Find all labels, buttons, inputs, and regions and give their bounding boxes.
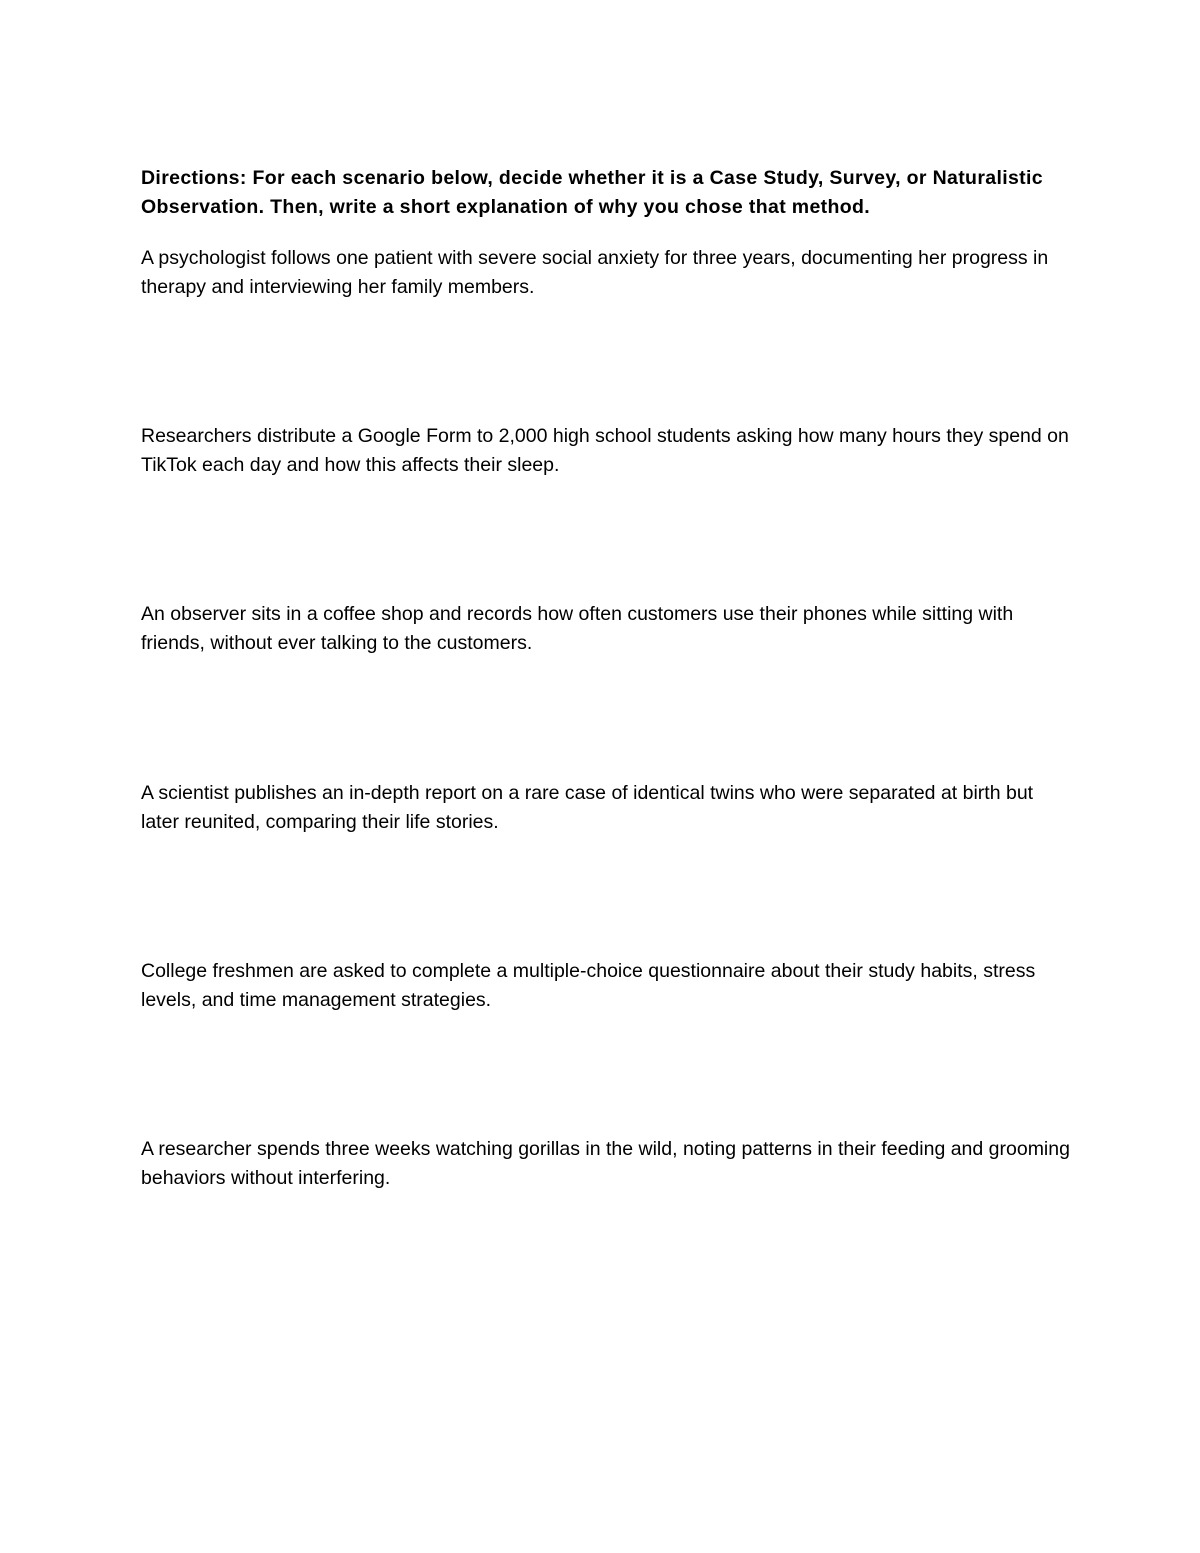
scenario-5-text: College freshmen are asked to complete a multiple-choice questionnaire about their study habits, stress levels, and time management strategies. xyxy=(141,960,1036,1011)
scenario-2-text: Researchers distribute a Google Form to 2,000 high school students asking how many hours they spend on TikTok each day and how this affects their sleep. xyxy=(141,425,1069,476)
scenario-1-text: A psychologist follows one patient with severe social anxiety for three years, documenting her progress in therapy and interviewing her family members. xyxy=(141,247,1049,298)
scenario-6-text: A researcher spends three weeks watching gorillas in the wild, noting patterns in their feeding and grooming behaviors without interfering. xyxy=(141,1138,1070,1189)
directions-text: Directions: For each scenario below, decide whether it is a Case Study, Survey, or Naturalistic Observation. Then, write a short explanation of why you chose that method. xyxy=(141,167,1043,218)
scenario-3-text: An observer sits in a coffee shop and records how often customers use their phones while sitting with friends, without ever talking to the customers. xyxy=(141,603,1014,654)
scenario-4-text: A scientist publishes an in-depth report on a rare case of identical twins who were separated at birth but later reunited, comparing their life stories. xyxy=(141,782,1034,833)
